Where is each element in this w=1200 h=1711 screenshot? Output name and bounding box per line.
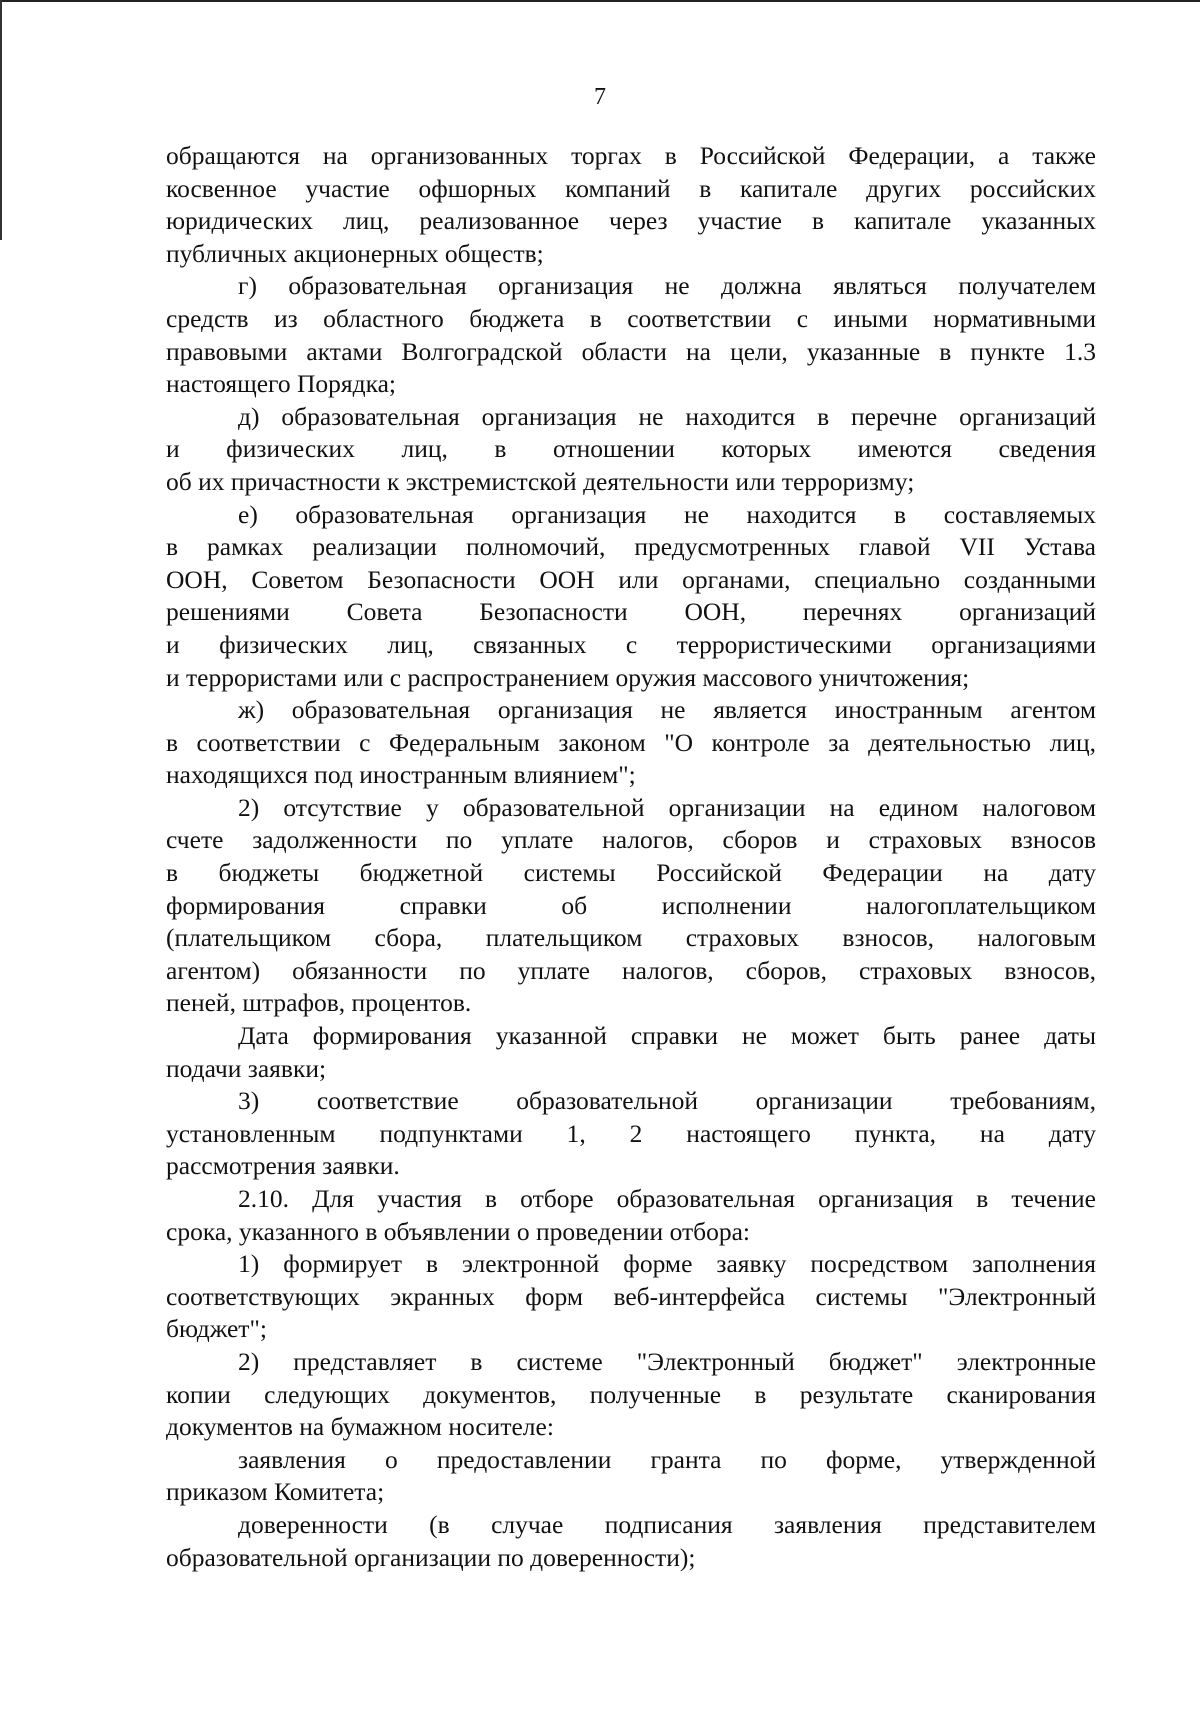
document-body <box>166 140 1096 1574</box>
text-line: в рамках реализации полномочий, предусмотренных главой VII Устава <box>166 532 1096 562</box>
text-line: соответствующих экранных форм веб-интерфейса системы "Электронный <box>166 1281 1096 1311</box>
text-line: е) образовательная организация не находится в составляемых <box>238 499 1096 529</box>
text-line: косвенное участие офшорных компаний в капитале других российских <box>166 173 1096 203</box>
text-line: обращаются на организованных торгах в Российской Федерации, а также <box>166 141 1096 170</box>
text-line: копии следующих документов, полученные в результате сканирования <box>166 1379 1096 1409</box>
text-line: счете задолженности по уплате налогов, сборов и страховых взносов <box>166 825 1096 855</box>
text-line: подачи заявки; <box>166 1053 327 1083</box>
text-line: 2.10. Для участия в отборе образовательная организация в течение <box>238 1184 1096 1213</box>
text-line: пеней, штрафов, процентов. <box>166 988 472 1018</box>
text-line: срока, указанного в объявлении о проведении отбора: <box>166 1216 751 1246</box>
text-line: приказом Комитета; <box>166 1477 385 1507</box>
text-line: формирования справки об исполнении налогоплательщиком <box>166 890 1096 920</box>
text-line: находящихся под иностранным влиянием"; <box>166 760 636 790</box>
text-line: настоящего Порядка; <box>166 369 397 399</box>
text-line: бюджет"; <box>166 1314 267 1344</box>
text-line: Дата формирования указанной справки не может быть ранее даты <box>238 1021 1096 1051</box>
text-line: правовыми актами Волгоградской области на цели, указанные в пункте 1.3 <box>166 336 1096 366</box>
text-line: об их причастности к экстремистской деятельности или терроризму; <box>166 466 915 496</box>
text-line: решениями Совета Безопасности ООН, перечнях организаций <box>166 597 1096 627</box>
text-line: д) образовательная организация не находится в перечне организаций <box>238 401 1096 431</box>
text-line: в бюджеты бюджетной системы Российской Федерации на дату <box>166 858 1096 888</box>
text-line: и физических лиц, связанных с террористическими организациями <box>166 629 1096 659</box>
text-line: ж) образовательная организация не является иностранным агентом <box>238 695 1096 725</box>
text-line: ООН, Советом Безопасности ООН или органами, специально созданными <box>166 564 1096 594</box>
text-line: (плательщиком сбора, плательщиком страховых взносов, налоговым <box>166 923 1096 953</box>
text-line: документов на бумажном носителе: <box>166 1412 554 1442</box>
text-line: публичных акционерных обществ; <box>166 238 544 268</box>
text-line: рассмотрения заявки. <box>166 1151 400 1181</box>
text-line: г) образовательная организация не должна являться получателем <box>238 271 1096 301</box>
scan-edge-top <box>0 0 1200 2</box>
text-line: 3) соответствие образовательной организации требованиям, <box>238 1086 1096 1116</box>
text-line: доверенности (в случае подписания заявления представителем <box>238 1509 1096 1539</box>
text-line: и физических лиц, в отношении которых имеются сведения <box>166 434 1096 464</box>
text-line: 2) отсутствие у образовательной организации на едином налоговом <box>238 792 1096 822</box>
text-line: 2) представляет в системе "Электронный бюджет" электронные <box>238 1346 1096 1376</box>
text-line: и террористами или с распространением оружия массового уничтожения; <box>166 662 970 692</box>
text-line: юридических лиц, реализованное через участие в капитале указанных <box>166 206 1096 236</box>
text-line: агентом) обязанности по уплате налогов, сборов, страховых взносов, <box>166 955 1096 985</box>
text-line: заявления о предоставлении гранта по форме, утвержденной <box>238 1444 1096 1474</box>
text-line: 1) формирует в электронной форме заявку посредством заполнения <box>238 1249 1096 1279</box>
text-line: установленным подпунктами 1, 2 настоящего пункта, на дату <box>166 1118 1096 1148</box>
page-number: 7 <box>594 84 606 110</box>
text-line: в соответствии с Федеральным законом "О контроле за деятельностью лиц, <box>166 727 1096 757</box>
scan-edge-left <box>0 0 2 240</box>
text-line: средств из областного бюджета в соответствии с иными нормативными <box>166 303 1096 333</box>
text-line: образовательной организации по доверенности); <box>166 1542 696 1572</box>
